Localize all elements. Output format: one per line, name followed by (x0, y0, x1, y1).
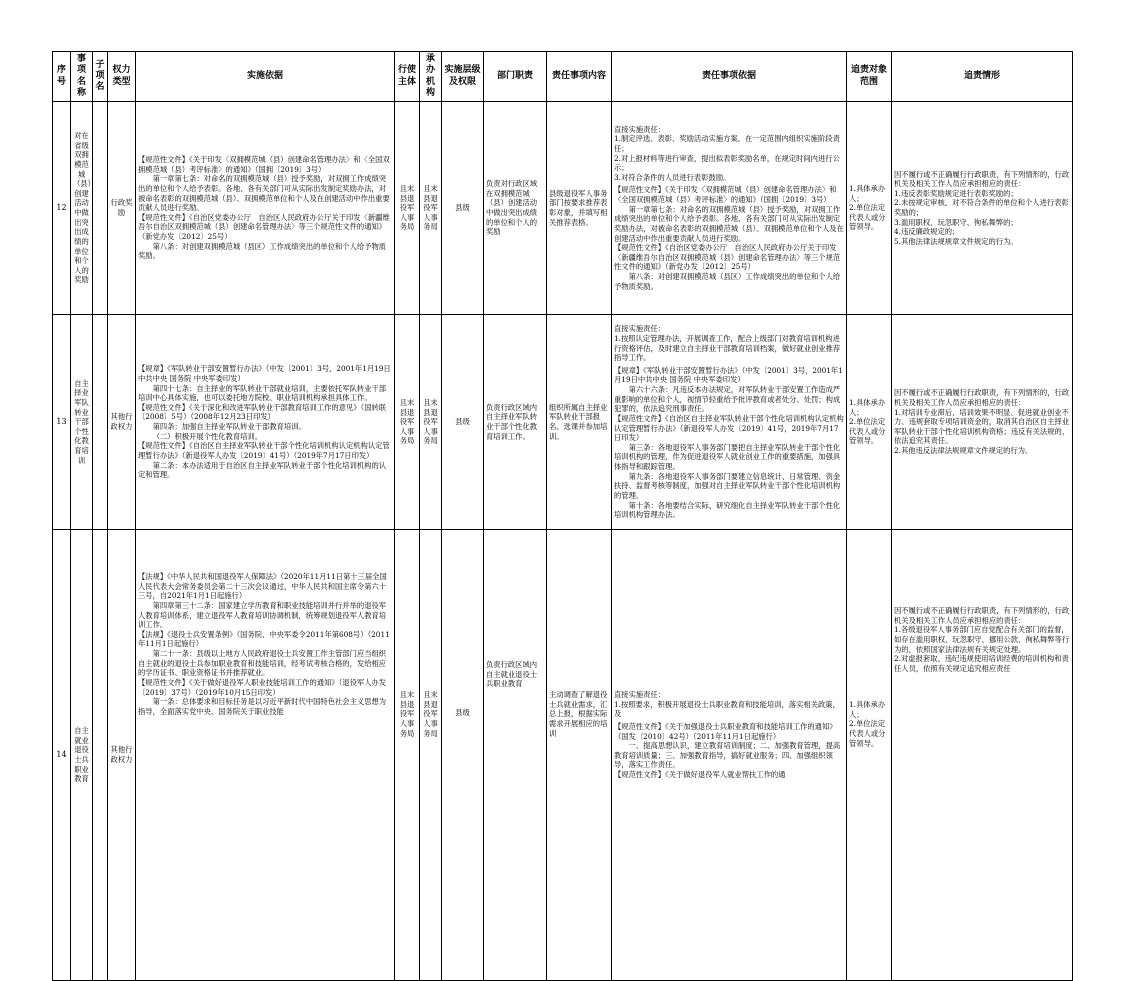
header-cell: 追责对象范围 (847, 52, 892, 102)
table-row (53, 102, 1073, 315)
basis-paragraph: 【规章】《军队转业干部安置暂行办法》（中发〔2001〕3号，2001年1月19日中共中央 国务院 中央军委印发） (614, 365, 843, 385)
item-name: 自主就业退役士兵职业教育 (71, 530, 93, 981)
basis-paragraph: 第九条：各地退役军人事务部门要建立信息统计、日常管理、资金扶持、监督考核等制度，加强对自主择业军队转业干部个性化培训机构的管理。 (614, 471, 841, 500)
basis-paragraph: 【规范性文件】《自治区党委办公厅 自治区人民政府办公厅关于印发〈新疆维吾尔自治区双拥模范城（县）创建命名管理办法〉等三个规范性文件的通知》（新党办发〔2012〕25号） (614, 243, 841, 272)
basis-paragraph: 【规范性文件】《关于做好退役军人就业帮扶工作的通 (614, 770, 786, 779)
undertaking-agency: 且末县退役军人事务局 (420, 315, 442, 530)
row-number: 14 (53, 530, 71, 981)
basis-paragraph: 第四章第三十二条：国家建立学历教育和职业技能培训并行并举的退役军人教育培训体系，建立退役军人教育培训协调机制，统筹规划退役军人教育培训工作。 (138, 600, 387, 630)
header-cell: 子项名 (93, 52, 108, 102)
exercising-subject: 且末县退役军人事务局 (395, 530, 420, 981)
power-list-table (52, 51, 1073, 981)
basis-paragraph: 第八条：对创建双拥模范城（县区）工作成绩突出的单位和个人给予物质奖励。 (614, 272, 841, 291)
basis-paragraph: 第六十六条：凡违反本办法规定，对军队转业干部安置工作造成严重影响的单位和个人，视情节轻重给予批评教育或者处分、处罚；构成犯罪的，依法追究刑事责任。 (614, 385, 841, 414)
item-name: 对在省级双拥模范城（县）创建活动中做出突出成绩的单位和个人的奖励 (71, 102, 93, 315)
header-cell: 事项名称 (71, 52, 93, 102)
basis-paragraph: 【规章】《军队转业干部安置暂行办法》（中发〔2001〕3号，2001年1月19日中共中央 国务院 中央军委印发） (138, 364, 391, 383)
header-cell: 实施层级及权限 (442, 52, 484, 102)
basis-paragraph: 【规范性文件】《自治区自主择业军队转业干部个性化培训机构认定机构认定管理暂行办法》（新退役军人办发〔2019〕41号，2019年7月17日印发） (614, 413, 844, 443)
basis-paragraph: 第二十一条：县级以上地方人民政府退役士兵安置工作主管部门应当组织自主就业的退役士兵参加职业教育和技能培训，经考试考核合格的，发给相应的学历证书、职业资格证书并推荐就业。 (138, 649, 387, 678)
basis-paragraph: 【法规】《中华人民共和国退役军人保障法》（2020年11月11日第十三届全国人民代表大会常务委员会第二十三次会议通过，中华人民共和国主席令第六十三号，自2021年1月1日起施行） (138, 572, 387, 601)
accountability-case: 因不履行或不正确履行行政职责，有下列情形的，行政机关及相关工作人员应承担相应的责任： 1.各级退役军人事务部门应自觉配合有关部门的监督，如存在滥用职权、玩忽职守、挪用公款、徇私舞弊等行为的，依照国家法律法规有关规定处理。 2.对虚报套取、违纪违规使用培训经费的培训机构和责任人员，依照有关规定追究相应责任 (892, 530, 1073, 981)
responsibility-content: 组织所属自主择业军队转业干部报名、选课并参加培训。 (547, 315, 612, 530)
basis-paragraph: 第一条：总体要求和目标任务是以习近平新时代中国特色社会主义思想为指导，全面落实党中央、国务院关于职业技能 (138, 697, 387, 716)
implementation-level: 县级 (442, 530, 484, 981)
basis-cell (136, 102, 395, 315)
basis-paragraph: 【规范性文件】《自治区自主择业军队转业干部个性化培训机构认定机构认定管理暂行办法》（新退役军人办发〔2019〕41号）（2019年7月17日印发） (138, 441, 390, 460)
accountability-scope: 1.具体承办人； 2.单位法定代表人或分管领导。 (847, 530, 892, 981)
power-type: 行政奖励 (108, 102, 136, 315)
header-cell: 行使主体 (395, 52, 420, 102)
exercising-subject: 且末县退役军人事务局 (395, 102, 420, 315)
basis-paragraph: 【规范性文件】《关于加强退役士兵职业教育和技能培训工作的通知》（国发〔2010〕42号）（2011年11月1日起施行） (614, 721, 837, 741)
basis-paragraph: 第四十七条：自主择业的军队转业干部就业培训，主要依托军队转业干部培训中心具体实施，也可以委托地方院校、职业培训机构承担具体工作。 (138, 383, 387, 403)
item-name: 自主择业军队转业干部个性化教育培训 (71, 315, 93, 530)
basis-paragraph: 第八条：对创建双拥模范城（县区）工作成绩突出的单位和个人给予物质奖励。 (138, 241, 387, 261)
header-cell: 实施依据 (136, 52, 395, 102)
power-type: 其他行政权力 (108, 530, 136, 981)
header-cell: 权力类型 (108, 52, 136, 102)
header-cell: 承办机构 (420, 52, 442, 102)
header-cell: 序号 (53, 52, 71, 102)
basis-paragraph: 【规范性文件】《自治区党委办公厅 自治区人民政府办公厅关于印发〈新疆维吾尔自治区双拥模范城（县）创建命名管理办法〉等三个规范性文件的通知》（新党办发〔2012〕25号） (138, 212, 390, 242)
department-duty: 负责行政区域内自主择业军队转业干部个性化教育培训工作。 (484, 315, 547, 530)
basis-paragraph: 【法规】《退役士兵安置条例》（国务院、中央军委令2011年第608号）（2011年11月1日起施行） (138, 629, 390, 649)
sub-item (93, 315, 108, 530)
basis-paragraph: 【规范性文件】《关于做好退役军人职业技能培训工作的通知》（退役军人办发〔2019〕37号）（2019年10月15日印发） (138, 677, 387, 697)
undertaking-agency: 且末县退役军人事务局 (420, 530, 442, 981)
accountability-scope: 1.具体承办人； 2.单位法定代表人或分管领导。 (847, 102, 892, 315)
header-cell: 责任事项依据 (612, 52, 847, 102)
accountability-case: 因不履行或不正确履行行政职责，有下列情形的，行政机关及相关工作人员应承担相应的责任： 1.违反表彰奖励规定进行表彰奖励的； 2.未按规定审核，对不符合条件的单位和个人进行表彰奖励的； 3.滥用职权、玩忽职守、徇私舞弊的； 4.违反廉政规定的； 5.其他法律法规规章文件规定的行为。 (892, 102, 1073, 315)
power-list-sheet (52, 51, 1072, 793)
responsibility-basis (612, 530, 847, 981)
basis-paragraph: 一、提高思想认识，建立教育培训制度；二、加强教育管理，提高教育培训质量；三、加强教育指导，搞好就业服务；四、加强组织领导，落实工作责任。 (614, 741, 841, 770)
responsibility-content: 县级退役军人事务部门按要求推荐表彰对象，并填写相关推荐表格。 (547, 102, 612, 315)
implementation-level: 县级 (442, 102, 484, 315)
basis-paragraph: 第三条：各地退役军人事务部门要把自主择业军队转业干部个性化培训机构的管理，作为促进退役军人就业创业工作的重要措施，加强具体指导和跟踪管理。 (614, 442, 841, 471)
implementation-level: 县级 (442, 315, 484, 530)
basis-paragraph: 【规范性文件】《关于印发〈双拥模范城（县）创建命名管理办法〉和〈全国双拥模范城（县）考评标准〉的通知》（国拥〔2019〕3号） (138, 155, 390, 174)
resp-text: 直接实施责任： 1.制定评选、表彰、奖励活动实施方案，在一定范围内组织实施阶段责任； 2.对上报材料等进行审查，提出拟表彰奖励名单，在规定时间内进行公示； 3.对符合条件的人员进行表彰鼓励。 (614, 124, 840, 182)
header-cell: 部门职责 (484, 52, 547, 102)
responsibility-basis (612, 102, 847, 315)
department-duty: 负责行政区域内自主就业退役士兵职业教育 (484, 530, 547, 981)
header-row (53, 52, 1073, 102)
row-number: 12 (53, 102, 71, 315)
basis-cell (136, 315, 395, 530)
basis-paragraph: 第十条：各地要结合实际，研究细化自主择业军队转业干部个性化培训机构管理办法。 (614, 500, 841, 520)
responsibility-content: 主动调查了解退役士兵就业需求，汇总上报，根据实际需求开展相应的培训 (547, 530, 612, 981)
accountability-case: 因不履行或不正确履行行政职责，有下列情形的，行政机关及相关工作人员应承担相应的责任： 1.对培训专业滞后、培训效果不明显、促进就业创业不力、违规套取专项培训资金的，取消其自治区自主择业军队转业干部个性化培训机构资格；违反有关法规的，依法追究其责任。 2.其他违反法律法规规章文件规定的行为。 (892, 315, 1073, 530)
basis-paragraph: 【规范性文件】《关于深化和改进军队转业干部教育培训工作的意见》（国转联〔2008〕5号）（2008年12月23日印发） (138, 402, 387, 422)
row-number: 13 (53, 315, 71, 530)
basis-paragraph: 第四条：加强自主择业军队转业干部教育培训。 (152, 422, 306, 431)
department-duty: 负责对行政区域在双拥模范城（县）创建活动中做出突出成绩的单位和个人的奖励 (484, 102, 547, 315)
table-row (53, 530, 1073, 981)
basis-paragraph: 第二条：本办法适用于自治区自主择业军队转业干部个性化培训机构的认定和管理。 (138, 460, 387, 480)
accountability-scope: 1.具体承办人； 2.单位法定代表人或分管领导。 (847, 315, 892, 530)
header-cell: 责任事项内容 (547, 52, 612, 102)
basis-cell (136, 530, 395, 981)
resp-text: 直接实施责任： 1.按照要求，积极开展退役士兵职业教育和技能培训，落实相关政策，及 (614, 690, 840, 719)
header-cell: 追责情形 (892, 52, 1073, 102)
basis-paragraph: （二）积极开展个性化教育培训。 (152, 431, 263, 441)
exercising-subject: 且末县退役军人事务局 (395, 315, 420, 530)
basis-paragraph: 第一章第七条：对命名的双拥模范城（县）授予奖励，对双拥工作成绩突出的单位和个人给予表彰。各地、各有关部门可从实际出发制定奖励办法，对被命名表彰的双拥模范城（县）、双拥模范单位和个人及在创建活动中作出重要贡献人员进行奖励。 (614, 204, 844, 243)
responsibility-basis (612, 315, 847, 530)
basis-paragraph: 第一章第七条：对命名的双拥模范城（县）授予奖励，对双拥工作成绩突出的单位和个人给予表彰。各地、各有关部门可从实际出发制定奖励办法，对被命名表彰的双拥模范城（县）、双拥模范单位和个人及在创建活动中作出重要贡献人员进行奖励。 (138, 174, 390, 213)
resp-text: 直接实施责任： 1.按照认定管理办法，开展调查工作，配合上级部门对教育培训机构进行资格评估，及时建立自主择业干部教育培训档案，做好就业创业推荐指导工作。 (614, 324, 841, 363)
undertaking-agency: 且末县退役军人事务局 (420, 102, 442, 315)
sub-item (93, 102, 108, 315)
sub-item (93, 530, 108, 981)
basis-paragraph: 【规范性文件】《关于印发〈双拥模范城（县）创建命名管理办法〉和〈全国双拥模范城（县）考评标准〉的通知》（国拥〔2019〕3号） (614, 185, 837, 205)
power-type: 其他行政权力 (108, 315, 136, 530)
table-row (53, 315, 1073, 530)
